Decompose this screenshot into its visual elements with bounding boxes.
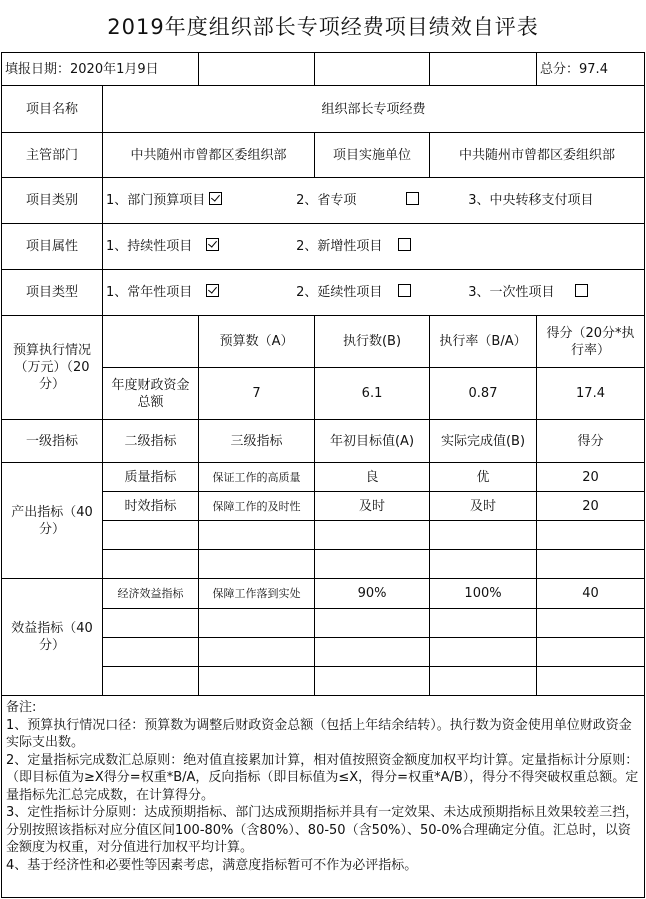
attribute-option: 2、新增性项目 (296, 238, 411, 255)
checkbox-checked-icon (209, 192, 222, 205)
blank-cell (315, 550, 430, 579)
checkbox-empty-icon (398, 284, 411, 297)
type-label: 项目类型 (2, 270, 103, 316)
indicator-level3-header: 三级指标 (199, 420, 315, 463)
blank-cell (199, 550, 315, 579)
table-cell: 及时 (315, 492, 430, 521)
blank-cell (315, 667, 430, 696)
type-option: 2、延续性项目 (296, 284, 456, 301)
dept-value: 中共随州市曾都区委组织部 (103, 133, 315, 178)
page-title: 2019年度组织部长专项经费项目绩效自评表 (107, 15, 539, 39)
budget-value: 7 (199, 368, 315, 420)
output-indicator-label: 产出指标（40分） (2, 463, 103, 579)
category-label: 项目类别 (2, 178, 103, 224)
blank-cell (537, 521, 645, 550)
table-cell: 20 (537, 463, 645, 492)
table-cell: 40 (537, 579, 645, 609)
score-col-header: 得分（20分*执行率） (537, 316, 645, 368)
blank-cell (199, 53, 315, 86)
blank-cell (103, 667, 199, 696)
indicator-target-header: 年初目标值(A) (315, 420, 430, 463)
blank-cell (103, 609, 199, 638)
table-cell: 保证工作的高质量 (199, 463, 315, 492)
blank-cell (537, 638, 645, 667)
checkbox-empty-icon (398, 238, 411, 251)
table-cell: 保障工作的及时性 (199, 492, 315, 521)
total-score: 总分：97.4 (537, 53, 645, 86)
impl-unit-label: 项目实施单位 (315, 133, 430, 178)
table-cell: 良 (315, 463, 430, 492)
table-cell: 20 (537, 492, 645, 521)
benefit-indicator-label: 效益指标（40分） (2, 579, 103, 696)
impl-unit-value: 中共随州市曾都区委组织部 (430, 133, 645, 178)
dept-label: 主管部门 (2, 133, 103, 178)
table-cell: 90% (315, 579, 430, 609)
blank-cell (537, 667, 645, 696)
blank-cell (199, 521, 315, 550)
blank-cell (199, 609, 315, 638)
blank-cell (430, 550, 537, 579)
rate-value: 0.87 (430, 368, 537, 420)
budget-label: 预算执行情况（万元）（20分） (2, 316, 103, 420)
table-cell: 保障工作落到实处 (199, 579, 315, 609)
blank-cell (315, 638, 430, 667)
budget-col-header: 预算数（A） (199, 316, 315, 368)
rate-col-header: 执行率（B/A） (430, 316, 537, 368)
blank-cell (315, 521, 430, 550)
table-cell: 优 (430, 463, 537, 492)
blank-cell (537, 550, 645, 579)
table-cell: 质量指标 (103, 463, 199, 492)
evaluation-table (1, 52, 645, 898)
table-cell: 及时 (430, 492, 537, 521)
attribute-label: 项目属性 (2, 224, 103, 270)
indicator-actual-header: 实际完成值(B) (430, 420, 537, 463)
checkbox-empty-icon (575, 284, 588, 297)
category-option: 3、中央转移支付项目 (468, 193, 594, 208)
table-cell: 时效指标 (103, 492, 199, 521)
checkbox-checked-icon (206, 284, 219, 297)
blank-cell (199, 638, 315, 667)
note-item: 1、预算执行情况口径：预算数为调整后财政资金总额（包括上年结余结转）。执行数为资金使用单位财政资金实际支出数。 (6, 717, 632, 750)
blank-cell (430, 521, 537, 550)
type-options (103, 270, 645, 316)
category-options (103, 178, 645, 224)
note-item: 3、定性指标计分原则：达成预期指标、部门达成预期指标并具有一定效果、未达成预期指标且效果较差三挡，分别按照该指标对应分值区间100-80%（含80%）、80-50（含50%）、50-0%合理确定分值。汇总时，以资金额度为权重，对分值进行加权平均计算。 (6, 805, 639, 855)
blank-cell (537, 609, 645, 638)
project-name-value: 组织部长专项经费 (103, 86, 645, 133)
blank-cell (103, 638, 199, 667)
category-option: 2、省专项 (296, 192, 456, 209)
fill-date: 填报日期：2020年1月9日 (2, 53, 199, 86)
checkbox-empty-icon (406, 192, 419, 205)
notes-title: 备注: (6, 700, 37, 715)
exec-col-header: 执行数(B) (315, 316, 430, 368)
blank-cell (103, 550, 199, 579)
table-cell: 100% (430, 579, 537, 609)
blank-cell (430, 53, 537, 86)
notes-section (2, 696, 645, 898)
indicator-level1-header: 一级指标 (2, 420, 103, 463)
exec-value: 6.1 (315, 368, 430, 420)
type-option: 1、常年性项目 (106, 284, 284, 301)
indicator-level2-header: 二级指标 (103, 420, 199, 463)
checkbox-checked-icon (206, 238, 219, 251)
score-value: 17.4 (537, 368, 645, 420)
blank-cell (103, 521, 199, 550)
category-option: 1、部门预算项目 (106, 192, 284, 209)
note-item: 4、基于经济性和必要性等因素考虑，满意度指标暂可不作为必评指标。 (6, 857, 418, 873)
blank-cell (430, 667, 537, 696)
annual-fund-label: 年度财政资金总额 (103, 368, 199, 420)
blank-cell (315, 53, 430, 86)
indicator-score-header: 得分 (537, 420, 645, 463)
attribute-option: 1、持续性项目 (106, 238, 284, 255)
blank-cell (430, 609, 537, 638)
blank-cell (315, 609, 430, 638)
type-option: 3、一次性项目 (468, 284, 587, 301)
blank-cell (103, 316, 199, 368)
note-item: 2、定量指标完成数汇总原则：绝对值直接累加计算，相对值按照资金额度加权平均计算。定量指标计分原则：（即目标值为≥X得分=权重*B/A，反向指标（即目标值为≤X，得分=权重*A/B），得分不得突破权重总额。定量指标先汇总完成数，在计算得分。 (6, 752, 639, 803)
table-cell: 经济效益指标 (103, 579, 199, 609)
attribute-options (103, 224, 645, 270)
blank-cell (199, 667, 315, 696)
blank-cell (430, 638, 537, 667)
project-name-label: 项目名称 (2, 86, 103, 133)
